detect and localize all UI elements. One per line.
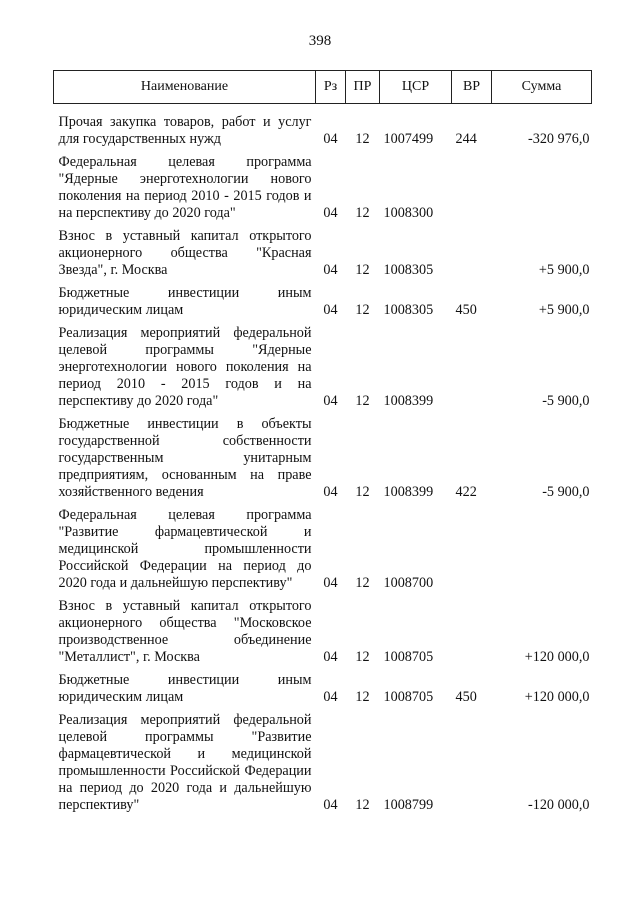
table-row <box>54 416 592 507</box>
row-rz: 04 <box>323 649 338 665</box>
row-rz: 04 <box>323 484 338 500</box>
row-sum <box>492 154 592 228</box>
row-pr: 12 <box>355 205 370 221</box>
table-row <box>54 712 592 820</box>
row-csr: 1008799 <box>383 797 434 813</box>
table-row <box>54 104 592 155</box>
row-vr: 422 <box>455 484 477 500</box>
row-csr: 1008399 <box>383 484 434 500</box>
row-csr: 1008705 <box>383 689 434 705</box>
row-name: Бюджетные инвестиции иным юридическим лицам <box>58 672 312 705</box>
table-row <box>54 228 592 285</box>
row-name: Прочая закупка товаров, работ и услуг для государственных нужд <box>58 114 312 147</box>
row-pr: 12 <box>355 484 370 500</box>
row-sum: -5 900,0 <box>542 484 590 500</box>
row-vr <box>452 154 492 228</box>
row-rz: 04 <box>323 575 338 591</box>
header-pr: ПР <box>346 71 380 104</box>
row-sum <box>492 507 592 598</box>
row-csr: 1008300 <box>383 205 434 221</box>
row-pr: 12 <box>355 262 370 278</box>
row-vr <box>452 598 492 672</box>
row-vr: 450 <box>455 302 477 318</box>
row-name: Бюджетные инвестиции иным юридическим лицам <box>58 285 312 318</box>
header-rz: Рз <box>316 71 346 104</box>
row-rz: 04 <box>323 797 338 813</box>
row-name: Реализация мероприятий федеральной целевой программы "Развитие фармацевтической и медицинской промышленности Российской Федерации на период до 2020 года и дальнейшую перспективу" <box>58 712 312 813</box>
row-name: Федеральная целевая программа "Ядерные энерготехнологии нового поколения на период 2010 - 2015 годов и на перспективу до 2020 года" <box>58 154 312 221</box>
row-rz: 04 <box>323 689 338 705</box>
row-sum: +5 900,0 <box>538 262 590 278</box>
row-name: Реализация мероприятий федеральной целевой программы "Ядерные энерготехнологии нового поколения на период 2010 - 2015 годов и на перспективу до 2020 года" <box>58 325 312 409</box>
table-header-row <box>54 71 592 104</box>
row-rz: 04 <box>323 393 338 409</box>
row-vr: 244 <box>455 131 477 147</box>
row-csr: 1008305 <box>383 302 434 318</box>
row-name: Взнос в уставный капитал открытого акционерного общества "Московское производственное объединение "Металлист", г. Москва <box>58 598 312 665</box>
header-vr: ВР <box>452 71 492 104</box>
table-row <box>54 672 592 712</box>
row-sum: -320 976,0 <box>528 131 590 147</box>
table-row <box>54 598 592 672</box>
row-rz: 04 <box>323 131 338 147</box>
row-sum: +5 900,0 <box>538 302 590 318</box>
row-sum: -5 900,0 <box>542 393 590 409</box>
header-csr: ЦСР <box>380 71 452 104</box>
row-vr <box>452 712 492 820</box>
row-name: Бюджетные инвестиции в объекты государственной собственности государственным унитарным предприятиям, основанным на праве хозяйственного ведения <box>58 416 312 500</box>
row-pr: 12 <box>355 797 370 813</box>
table-row <box>54 154 592 228</box>
row-pr: 12 <box>355 649 370 665</box>
row-rz: 04 <box>323 205 338 221</box>
row-csr: 1008305 <box>383 262 434 278</box>
row-sum: -120 000,0 <box>528 797 590 813</box>
row-csr: 1008705 <box>383 649 434 665</box>
row-vr: 450 <box>455 689 477 705</box>
row-pr: 12 <box>355 302 370 318</box>
row-rz: 04 <box>323 262 338 278</box>
row-pr: 12 <box>355 131 370 147</box>
row-sum: +120 000,0 <box>524 649 590 665</box>
row-name: Взнос в уставный капитал открытого акционерного общества "Красная Звезда", г. Москва <box>58 228 312 278</box>
row-csr: 1008399 <box>383 393 434 409</box>
row-csr: 1007499 <box>383 131 434 147</box>
header-sum: Сумма <box>492 71 592 104</box>
row-name: Федеральная целевая программа "Развитие фармацевтической и медицинской промышленности Российской Федерации на период до 2020 года и дальнейшую перспективу" <box>58 507 312 591</box>
row-pr: 12 <box>355 393 370 409</box>
budget-table <box>53 70 592 820</box>
row-vr <box>452 507 492 598</box>
row-vr <box>452 228 492 285</box>
header-name: Наименование <box>54 71 316 104</box>
row-pr: 12 <box>355 575 370 591</box>
row-sum: +120 000,0 <box>524 689 590 705</box>
row-csr: 1008700 <box>383 575 434 591</box>
table-row <box>54 507 592 598</box>
row-pr: 12 <box>355 689 370 705</box>
table-row <box>54 285 592 325</box>
page-number: 398 <box>308 33 332 49</box>
row-rz: 04 <box>323 302 338 318</box>
table-row <box>54 325 592 416</box>
row-vr <box>452 325 492 416</box>
